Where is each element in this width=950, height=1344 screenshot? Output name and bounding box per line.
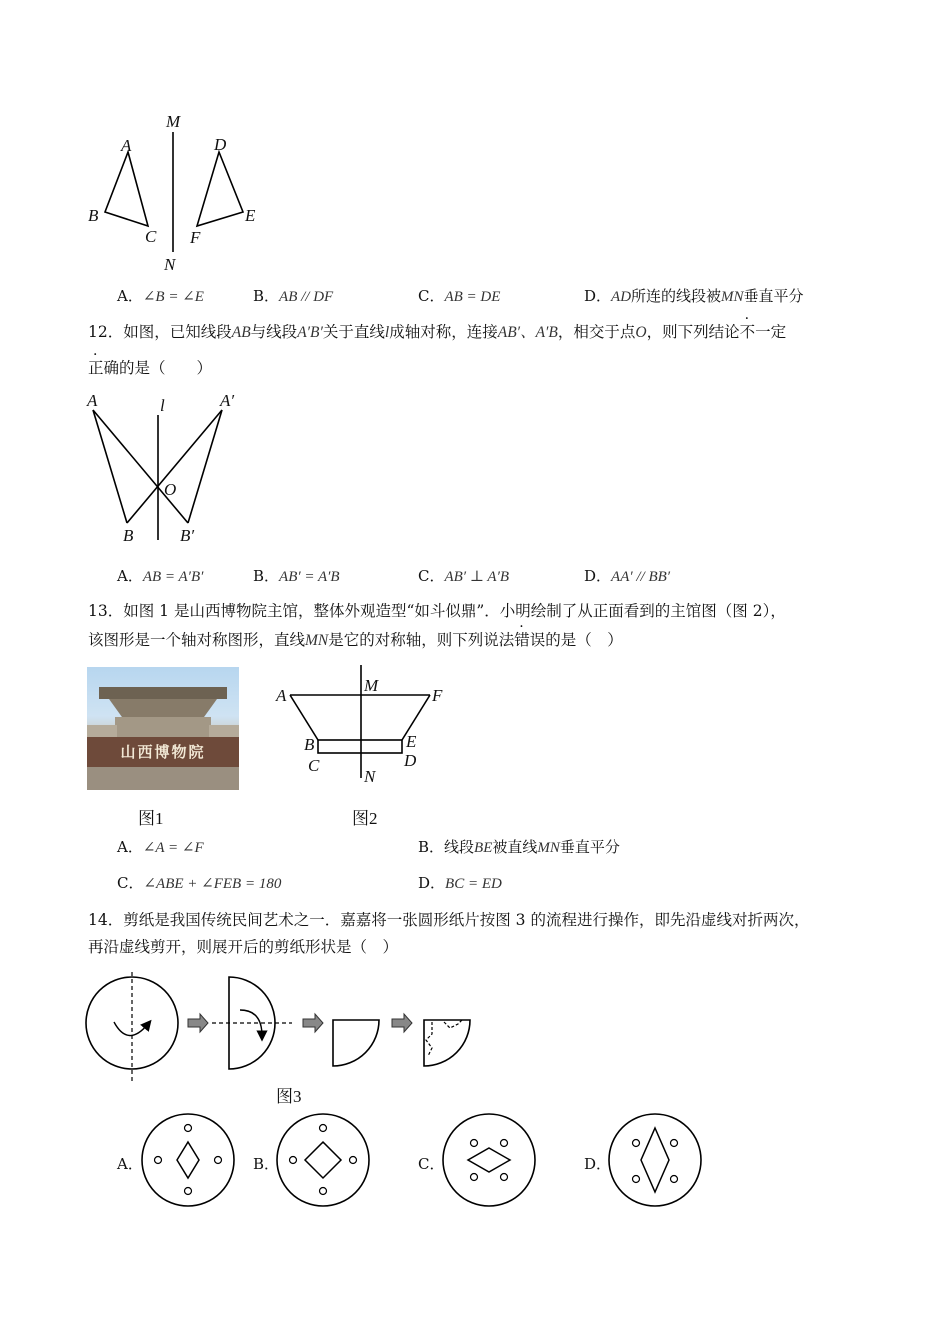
option-text: AB = A′B′: [142, 569, 204, 585]
q11-label-c: C: [145, 227, 157, 246]
q13-label-a: A: [276, 686, 287, 705]
q12-label-a: A: [87, 391, 98, 410]
q14-option-a[interactable]: [117, 1153, 143, 1174]
option-letter: A．: [117, 838, 143, 856]
stem-text: 该图形是一个轴对称图形，直线: [88, 631, 306, 649]
q12-label-a-prime: A′: [220, 391, 235, 410]
q14-option-b[interactable]: [253, 1153, 279, 1174]
option-letter: C．: [418, 567, 445, 585]
q12-label-b-prime: B′: [180, 526, 195, 545]
option-text: ∠A = ∠F: [142, 840, 204, 856]
q13-label-e: E: [406, 732, 417, 751]
q11-label-a: A: [121, 136, 132, 155]
q11-label-m: M: [166, 112, 181, 131]
q11-label-f: F: [190, 228, 201, 247]
line-l: l: [384, 324, 390, 341]
option-text: 线段: [444, 838, 475, 856]
stem-text: 与线段: [250, 323, 298, 341]
emphasis-text: 正确: [88, 359, 120, 377]
option-segment: AD: [611, 289, 632, 305]
emphasis-text: 错误: [514, 631, 546, 649]
stem-text: 是它的对称轴，则下列说法: [328, 631, 515, 649]
stem-text: 关于直线: [322, 323, 385, 341]
q13-label-d: D: [404, 751, 417, 770]
q13-label-m: M: [364, 676, 379, 695]
option-text-end: 垂直平分: [559, 838, 620, 856]
q14-stem-line1: 14．剪纸是我国传统民间艺术之一．嘉嘉将一张圆形纸片按图 3 的流程进行操作，即先沿虚线对折两次，: [88, 911, 810, 929]
option-letter: B．: [253, 1155, 280, 1173]
q13-label-n: N: [364, 767, 376, 786]
stem-text: 的是（ ）: [119, 359, 213, 377]
option-letter: D．: [584, 567, 612, 585]
option-letter: B．: [253, 567, 280, 585]
option-text: AB′ = A′B: [279, 569, 340, 585]
q14-stem-line2: 再沿虚线剪开，则展开后的剪纸形状是（ ）: [88, 938, 399, 956]
option-text-end: 垂直平分: [743, 287, 804, 305]
stem-text: 的是（ ）: [545, 631, 623, 649]
option-text: AB // DF: [279, 289, 334, 305]
option-text: AB′ ⊥ A′B: [444, 569, 510, 585]
option-letter: B．: [253, 287, 280, 305]
stem-text: ，相交于点: [557, 323, 636, 341]
q12-label-l: l: [160, 396, 165, 415]
q14-option-d[interactable]: [584, 1153, 611, 1174]
stem-text: 12．如图，已知线段: [88, 323, 232, 341]
option-text: ∠ABE + ∠FEB = 180: [143, 876, 282, 892]
q11-label-e: E: [245, 206, 256, 225]
option-text: 被直线: [492, 838, 538, 856]
option-segment: BE: [474, 840, 493, 856]
option-letter: C．: [117, 874, 144, 892]
segment-a1b1: A′B′: [297, 324, 323, 341]
q14-option-c[interactable]: [418, 1153, 444, 1174]
emphasis-text: 不一定: [739, 323, 787, 341]
stem-text: ，则下列结论: [646, 323, 740, 341]
q13-label-f: F: [432, 686, 443, 705]
option-letter: A．: [117, 287, 143, 305]
option-letter: D．: [418, 874, 446, 892]
option-letter: D．: [584, 287, 612, 305]
option-line: MN: [537, 840, 560, 856]
option-line: MN: [721, 289, 744, 305]
option-text: AB = DE: [444, 289, 501, 305]
option-text: BC = ED: [445, 876, 502, 892]
option-letter: C．: [418, 1155, 445, 1173]
fig1-caption: 图1: [138, 809, 164, 828]
line-mn: MN: [305, 632, 329, 649]
option-text: 所连的线段被: [631, 287, 722, 305]
option-text: ∠B = ∠E: [142, 289, 204, 305]
q13-stem-line1: 13．如图 1 是山西博物院主馆，整体外观造型“如斗似鼎”．小明绘制了从正面看到的主馆图（图 2），: [88, 602, 786, 620]
fig3-caption: 图3: [276, 1087, 302, 1106]
q11-label-n: N: [164, 255, 176, 274]
q13-label-c: C: [308, 756, 320, 775]
fig2-caption: 图2: [352, 809, 378, 828]
segments-connected: AB′、A′B: [497, 324, 558, 341]
option-letter: A．: [117, 1155, 143, 1173]
option-text: AA′ // BB′: [611, 569, 671, 585]
q13-label-b: B: [304, 735, 315, 754]
point-o: O: [635, 324, 647, 341]
option-letter: C．: [418, 287, 445, 305]
q12-label-b: B: [123, 526, 134, 545]
q12-label-o: O: [164, 480, 177, 499]
q11-label-b: B: [88, 206, 99, 225]
option-letter: D．: [584, 1155, 612, 1173]
museum-sign-text: 山西博物院: [120, 743, 206, 761]
stem-text: 成轴对称，连接: [389, 323, 498, 341]
segment-ab: AB: [231, 324, 251, 341]
option-letter: A．: [117, 567, 143, 585]
option-letter: B．: [418, 838, 445, 856]
q11-label-d: D: [214, 135, 227, 154]
